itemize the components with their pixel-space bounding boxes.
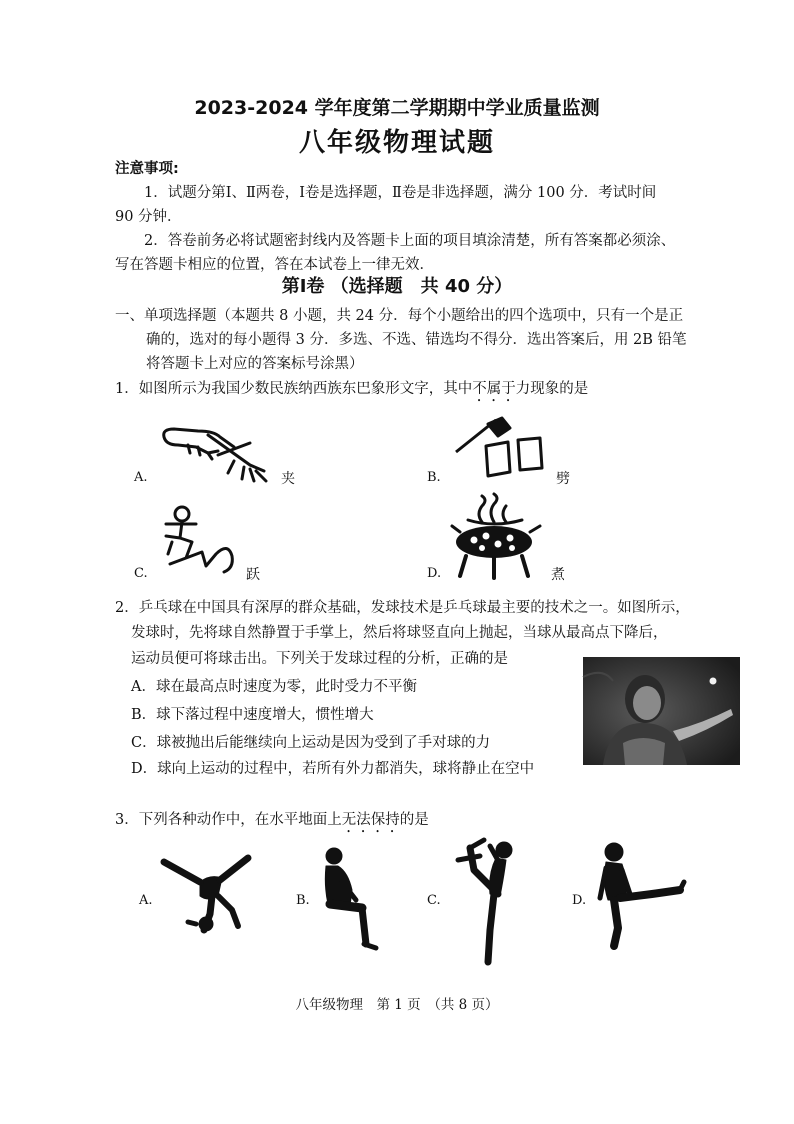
q1-option-a-char: 夹 <box>281 471 295 487</box>
handstand-kick-silhouette-icon <box>160 852 250 946</box>
q2-option-a: A．球在最高点时速度为零，此时受力不平衡 <box>131 679 417 695</box>
q3-option-d-label: D. <box>572 893 587 908</box>
part1-line1: 一、单项选择题（本题共 8 小题，共 24 分．每个小题给出的四个选项中，只有一个是正 <box>115 308 684 324</box>
q1-option-c-label: C. <box>134 566 148 581</box>
q3-option-c-label: C. <box>427 893 441 908</box>
q1-stem-after: 力现象的是 <box>515 381 589 397</box>
dongba-pi-glyph-icon <box>452 414 552 482</box>
q1-option-a-label: A. <box>134 470 148 485</box>
q2-option-b: B．球下落过程中速度增大，惯性增大 <box>131 707 374 723</box>
q1-option-d-char: 煮 <box>551 567 565 583</box>
dongba-yue-glyph-icon <box>158 502 243 582</box>
notice-item1-line2: 90 分钟． <box>115 209 182 225</box>
q1-option-b-label: B. <box>427 470 441 485</box>
notice-heading: 注意事项: <box>115 161 179 177</box>
q3-option-a-label: A. <box>139 893 153 908</box>
section-title: 第Ⅰ卷 （选择题 共 40 分） <box>281 276 513 297</box>
q2-stem-line2: 发球时，先将球自然静置于手掌上，然后将球竖直向上抛起，当球从最高点下降后， <box>131 625 668 641</box>
q2-stem-line1: 2．乒乓球在中国具有深厚的群众基础，发球技术是乒乓球最主要的技术之一。如图所示， <box>115 600 690 616</box>
page-footer: 八年级物理 第 1 页 （共 8 页） <box>295 997 499 1013</box>
exam-title-line1: 2023-2024 学年度第二学期期中学业质量监测 <box>194 97 600 119</box>
table-tennis-serve-photo <box>583 657 740 765</box>
q1-option-d-label: D. <box>427 566 442 581</box>
q3-stem-after: 的是 <box>399 812 429 828</box>
notice-item2-line1: 2．答卷前务必将试题密封线内及答题卡上面的项目填涂清楚，所有答案都必须涂、 <box>144 233 676 249</box>
dongba-zhu-glyph-icon <box>446 498 546 582</box>
q2-stem-line3: 运动员便可将球击出。下列关于发球过程的分析，正确的是 <box>131 651 508 667</box>
wall-sit-silhouette-icon <box>312 846 382 954</box>
q1-stem <box>115 377 588 405</box>
q1-option-b-char: 劈 <box>556 471 570 487</box>
part1-line2: 确的，选对的每小题得 3 分．多选、不选、错选均不得分．选出答案后，用 2B 铅笔 <box>146 332 687 348</box>
dongba-jia-glyph-icon <box>158 425 273 485</box>
q1-stem-emphasis: 不属于 <box>472 381 516 397</box>
q3-stem <box>115 808 429 836</box>
q3-stem-emphasis: 无法保持 <box>341 812 400 828</box>
q3-stem-before: 3．下列各种动作中，在水平地面上 <box>115 812 342 828</box>
standing-split-silhouette-icon <box>450 834 530 966</box>
notice-item2-line2: 写在答题卡相应的位置，答在本试卷上一律无效． <box>115 257 434 273</box>
exam-title-line2: 八年级物理试题 <box>298 128 495 158</box>
part1-line3: 将答题卡上对应的答案标号涂黑） <box>146 356 364 372</box>
q3-option-b-label: B. <box>296 893 310 908</box>
q2-option-c: C．球被抛出后能继续向上运动是因为受到了手对球的力 <box>131 735 491 751</box>
q1-stem-before: 1．如图所示为我国少数民族纳西族东巴象形文字，其中 <box>115 381 473 397</box>
q2-option-d: D．球向上运动的过程中，若所有外力都消失，球将静止在空中 <box>131 761 535 777</box>
notice-item1-line1: 1．试题分第Ⅰ、Ⅱ两卷，Ⅰ卷是选择题，Ⅱ卷是非选择题，满分 100 分．考试时间 <box>144 185 657 201</box>
q1-option-c-char: 跃 <box>246 567 260 583</box>
forward-kick-silhouette-icon <box>596 838 688 950</box>
